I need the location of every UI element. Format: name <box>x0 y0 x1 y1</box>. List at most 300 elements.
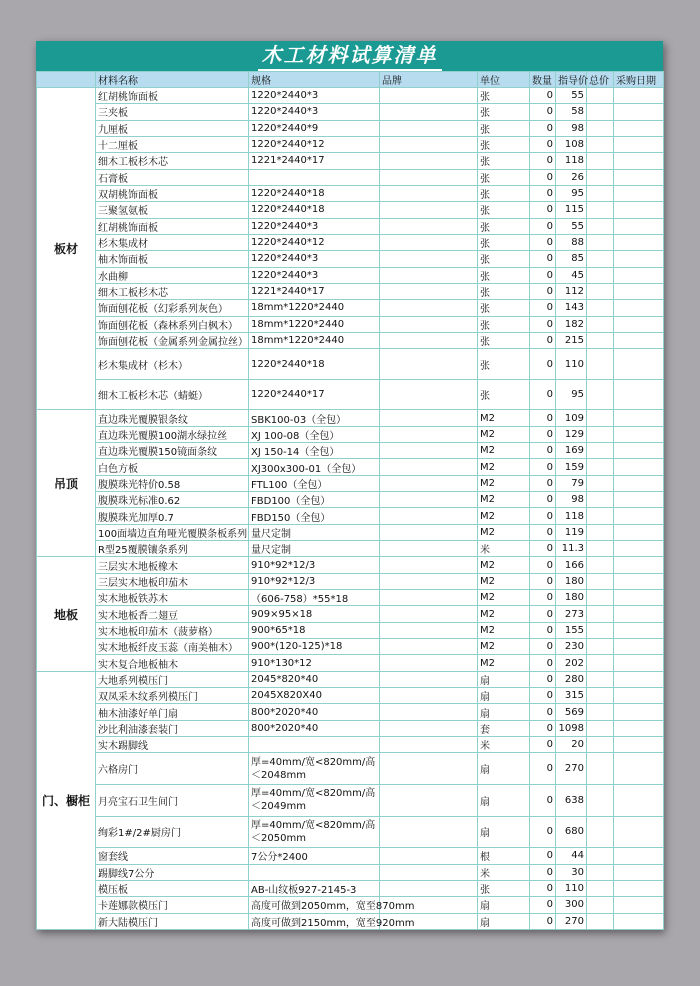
spec-cell[interactable]: 量尺定制 <box>249 541 380 557</box>
table-row[interactable] <box>37 880 664 896</box>
guide-price-cell[interactable]: 115 <box>556 202 587 218</box>
spec-cell[interactable]: 1220*2440*3 <box>249 251 380 267</box>
total-cell[interactable] <box>587 704 614 720</box>
purchase-date-cell[interactable] <box>614 104 664 120</box>
guide-price-cell[interactable]: 110 <box>556 880 587 896</box>
unit-cell[interactable]: M2 <box>478 606 530 622</box>
unit-cell[interactable]: 张 <box>478 300 530 316</box>
spec-cell[interactable]: 1220*2440*3 <box>249 88 380 104</box>
brand-cell[interactable] <box>380 316 478 332</box>
table-row[interactable] <box>37 622 664 638</box>
purchase-date-cell[interactable] <box>614 508 664 524</box>
guide-price-cell[interactable]: 166 <box>556 557 587 573</box>
table-row[interactable] <box>37 300 664 316</box>
quantity-cell[interactable]: 0 <box>530 169 556 185</box>
spec-cell[interactable]: 1220*2440*18 <box>249 349 380 380</box>
unit-cell[interactable]: 根 <box>478 848 530 864</box>
material-name-cell[interactable]: 绚彩1#/2#厨房门 <box>96 816 249 848</box>
guide-price-cell[interactable]: 20 <box>556 737 587 753</box>
guide-price-cell[interactable]: 79 <box>556 475 587 491</box>
material-name-cell[interactable]: 饰面刨花板（金属系列金属拉丝） <box>96 332 249 348</box>
brand-cell[interactable] <box>380 410 478 426</box>
total-cell[interactable] <box>587 169 614 185</box>
spec-cell[interactable]: 2045X820X40 <box>249 688 380 704</box>
quantity-cell[interactable]: 0 <box>530 671 556 687</box>
brand-cell[interactable] <box>380 153 478 169</box>
material-name-cell[interactable]: 红胡桃饰面板 <box>96 218 249 234</box>
brand-cell[interactable] <box>380 218 478 234</box>
quantity-cell[interactable]: 0 <box>530 136 556 152</box>
brand-cell[interactable] <box>380 508 478 524</box>
spec-cell[interactable]: （606-758）*55*18 <box>249 590 380 606</box>
guide-price-cell[interactable]: 180 <box>556 573 587 589</box>
purchase-date-cell[interactable] <box>614 153 664 169</box>
unit-cell[interactable]: 张 <box>478 349 530 380</box>
material-name-cell[interactable]: 实木地板印茄木（菠萝格） <box>96 622 249 638</box>
brand-cell[interactable] <box>380 541 478 557</box>
total-cell[interactable] <box>587 573 614 589</box>
material-name-cell[interactable]: 100面墙边直角哑光覆膜条板系列 <box>96 524 249 540</box>
unit-cell[interactable]: 张 <box>478 153 530 169</box>
total-cell[interactable] <box>587 541 614 557</box>
unit-cell[interactable]: 张 <box>478 120 530 136</box>
guide-price-cell[interactable]: 155 <box>556 622 587 638</box>
quantity-cell[interactable]: 0 <box>530 379 556 410</box>
guide-price-cell[interactable]: 118 <box>556 153 587 169</box>
material-name-cell[interactable]: 三夹板 <box>96 104 249 120</box>
brand-cell[interactable] <box>380 104 478 120</box>
material-name-cell[interactable]: 卡莲娜款模压门 <box>96 897 249 913</box>
material-name-cell[interactable]: 细木工板杉木芯（蜻蜓） <box>96 379 249 410</box>
quantity-cell[interactable]: 0 <box>530 251 556 267</box>
table-row[interactable] <box>37 251 664 267</box>
purchase-date-cell[interactable] <box>614 816 664 848</box>
quantity-cell[interactable]: 0 <box>530 300 556 316</box>
guide-price-cell[interactable]: 230 <box>556 639 587 655</box>
spec-cell[interactable]: 高度可做到2050mm，宽至870mm <box>249 897 380 913</box>
brand-cell[interactable] <box>380 443 478 459</box>
brand-cell[interactable] <box>380 655 478 671</box>
material-name-cell[interactable]: 实木踢脚线 <box>96 737 249 753</box>
unit-cell[interactable]: 张 <box>478 880 530 896</box>
guide-price-cell[interactable]: 45 <box>556 267 587 283</box>
purchase-date-cell[interactable] <box>614 573 664 589</box>
guide-price-cell[interactable]: 55 <box>556 218 587 234</box>
total-cell[interactable] <box>587 590 614 606</box>
purchase-date-cell[interactable] <box>614 720 664 736</box>
table-row[interactable] <box>37 120 664 136</box>
material-name-cell[interactable]: 窗套线 <box>96 848 249 864</box>
purchase-date-cell[interactable] <box>614 897 664 913</box>
brand-cell[interactable] <box>380 880 478 896</box>
purchase-date-cell[interactable] <box>614 704 664 720</box>
total-cell[interactable] <box>587 784 614 816</box>
unit-cell[interactable]: M2 <box>478 655 530 671</box>
quantity-cell[interactable]: 0 <box>530 897 556 913</box>
material-name-cell[interactable]: 三聚氢氨板 <box>96 202 249 218</box>
table-row[interactable] <box>37 459 664 475</box>
guide-price-cell[interactable]: 95 <box>556 379 587 410</box>
purchase-date-cell[interactable] <box>614 639 664 655</box>
table-row[interactable] <box>37 379 664 410</box>
quantity-cell[interactable]: 0 <box>530 120 556 136</box>
brand-cell[interactable] <box>380 459 478 475</box>
spec-cell[interactable]: 18mm*1220*2440 <box>249 332 380 348</box>
total-cell[interactable] <box>587 737 614 753</box>
material-name-cell[interactable]: 三层实木地板印茄木 <box>96 573 249 589</box>
table-row[interactable] <box>37 283 664 299</box>
total-cell[interactable] <box>587 379 614 410</box>
total-cell[interactable] <box>587 202 614 218</box>
table-row[interactable] <box>37 816 664 848</box>
table-row[interactable] <box>37 426 664 442</box>
purchase-date-cell[interactable] <box>614 379 664 410</box>
table-row[interactable] <box>37 913 664 929</box>
brand-cell[interactable] <box>380 688 478 704</box>
brand-cell[interactable] <box>380 332 478 348</box>
brand-cell[interactable] <box>380 267 478 283</box>
total-cell[interactable] <box>587 316 614 332</box>
unit-cell[interactable]: 扇 <box>478 913 530 929</box>
table-row[interactable] <box>37 475 664 491</box>
spec-cell[interactable]: 909×95×18 <box>249 606 380 622</box>
total-cell[interactable] <box>587 753 614 785</box>
guide-price-cell[interactable]: 169 <box>556 443 587 459</box>
unit-cell[interactable]: 张 <box>478 136 530 152</box>
quantity-cell[interactable]: 0 <box>530 492 556 508</box>
spec-cell[interactable]: 18mm*1220*2440 <box>249 300 380 316</box>
quantity-cell[interactable]: 0 <box>530 639 556 655</box>
brand-cell[interactable] <box>380 300 478 316</box>
purchase-date-cell[interactable] <box>614 622 664 638</box>
purchase-date-cell[interactable] <box>614 202 664 218</box>
quantity-cell[interactable]: 0 <box>530 753 556 785</box>
brand-cell[interactable] <box>380 639 478 655</box>
brand-cell[interactable] <box>380 88 478 104</box>
guide-price-cell[interactable]: 215 <box>556 332 587 348</box>
quantity-cell[interactable]: 0 <box>530 573 556 589</box>
material-name-cell[interactable]: 沙比利油漆套装门 <box>96 720 249 736</box>
unit-cell[interactable]: 张 <box>478 185 530 201</box>
unit-cell[interactable]: 米 <box>478 864 530 880</box>
total-cell[interactable] <box>587 349 614 380</box>
unit-cell[interactable]: 张 <box>478 379 530 410</box>
unit-cell[interactable]: 张 <box>478 218 530 234</box>
purchase-date-cell[interactable] <box>614 913 664 929</box>
guide-price-cell[interactable]: 109 <box>556 410 587 426</box>
total-cell[interactable] <box>587 492 614 508</box>
quantity-cell[interactable]: 0 <box>530 349 556 380</box>
total-cell[interactable] <box>587 508 614 524</box>
purchase-date-cell[interactable] <box>614 541 664 557</box>
quantity-cell[interactable]: 0 <box>530 655 556 671</box>
table-row[interactable] <box>37 557 664 573</box>
table-row[interactable] <box>37 590 664 606</box>
guide-price-cell[interactable]: 88 <box>556 234 587 250</box>
total-cell[interactable] <box>587 185 614 201</box>
brand-cell[interactable] <box>380 234 478 250</box>
guide-price-cell[interactable]: 11.3 <box>556 541 587 557</box>
purchase-date-cell[interactable] <box>614 606 664 622</box>
guide-price-cell[interactable]: 315 <box>556 688 587 704</box>
material-name-cell[interactable]: 六格房门 <box>96 753 249 785</box>
spec-cell[interactable]: 1220*2440*12 <box>249 136 380 152</box>
guide-price-cell[interactable]: 95 <box>556 185 587 201</box>
total-cell[interactable] <box>587 848 614 864</box>
guide-price-cell[interactable]: 110 <box>556 349 587 380</box>
quantity-cell[interactable]: 0 <box>530 410 556 426</box>
guide-price-cell[interactable]: 58 <box>556 104 587 120</box>
unit-cell[interactable]: 张 <box>478 267 530 283</box>
quantity-cell[interactable]: 0 <box>530 316 556 332</box>
table-row[interactable] <box>37 153 664 169</box>
total-cell[interactable] <box>587 655 614 671</box>
total-cell[interactable] <box>587 267 614 283</box>
table-row[interactable] <box>37 104 664 120</box>
unit-cell[interactable]: M2 <box>478 410 530 426</box>
spec-cell[interactable]: XJ 150-14（全包） <box>249 443 380 459</box>
spec-cell[interactable] <box>249 864 380 880</box>
material-name-cell[interactable]: 直边珠光覆膜银条纹 <box>96 410 249 426</box>
spec-cell[interactable]: FBD150（全包） <box>249 508 380 524</box>
material-name-cell[interactable]: 腹膜珠光标准0.62 <box>96 492 249 508</box>
table-row[interactable] <box>37 688 664 704</box>
guide-price-cell[interactable]: 98 <box>556 492 587 508</box>
material-name-cell[interactable]: 实木地板铁苏木 <box>96 590 249 606</box>
unit-cell[interactable]: M2 <box>478 622 530 638</box>
guide-price-cell[interactable]: 180 <box>556 590 587 606</box>
quantity-cell[interactable]: 0 <box>530 185 556 201</box>
total-cell[interactable] <box>587 557 614 573</box>
spec-cell[interactable]: 910*92*12/3 <box>249 557 380 573</box>
unit-cell[interactable]: 扇 <box>478 897 530 913</box>
spec-cell[interactable] <box>249 169 380 185</box>
brand-cell[interactable] <box>380 185 478 201</box>
table-row[interactable] <box>37 492 664 508</box>
guide-price-cell[interactable]: 118 <box>556 508 587 524</box>
purchase-date-cell[interactable] <box>614 753 664 785</box>
purchase-date-cell[interactable] <box>614 671 664 687</box>
spec-cell[interactable]: 1220*2440*3 <box>249 267 380 283</box>
quantity-cell[interactable]: 0 <box>530 590 556 606</box>
brand-cell[interactable] <box>380 202 478 218</box>
material-name-cell[interactable]: 大地系列模压门 <box>96 671 249 687</box>
brand-cell[interactable] <box>380 864 478 880</box>
guide-price-cell[interactable]: 44 <box>556 848 587 864</box>
spec-cell[interactable]: 1220*2440*3 <box>249 104 380 120</box>
material-name-cell[interactable]: 实木复合地板柚木 <box>96 655 249 671</box>
guide-price-cell[interactable]: 300 <box>556 897 587 913</box>
quantity-cell[interactable]: 0 <box>530 443 556 459</box>
purchase-date-cell[interactable] <box>614 349 664 380</box>
unit-cell[interactable]: 扇 <box>478 671 530 687</box>
purchase-date-cell[interactable] <box>614 492 664 508</box>
unit-cell[interactable]: M2 <box>478 590 530 606</box>
purchase-date-cell[interactable] <box>614 426 664 442</box>
guide-price-cell[interactable]: 108 <box>556 136 587 152</box>
purchase-date-cell[interactable] <box>614 185 664 201</box>
spec-cell[interactable]: 厚=40mm/宽<820mm/高＜2049mm <box>249 784 380 816</box>
quantity-cell[interactable]: 0 <box>530 524 556 540</box>
brand-cell[interactable] <box>380 720 478 736</box>
material-name-cell[interactable]: 饰面刨花板（幻彩系列灰色） <box>96 300 249 316</box>
spec-cell[interactable]: 2045*820*40 <box>249 671 380 687</box>
spec-cell[interactable]: 800*2020*40 <box>249 720 380 736</box>
spec-cell[interactable] <box>249 737 380 753</box>
spec-cell[interactable]: FTL100（全包） <box>249 475 380 491</box>
brand-cell[interactable] <box>380 606 478 622</box>
unit-cell[interactable]: M2 <box>478 475 530 491</box>
total-cell[interactable] <box>587 251 614 267</box>
spec-cell[interactable]: 1220*2440*3 <box>249 218 380 234</box>
purchase-date-cell[interactable] <box>614 316 664 332</box>
material-name-cell[interactable]: 腹膜珠光加厚0.7 <box>96 508 249 524</box>
spec-cell[interactable]: 800*2020*40 <box>249 704 380 720</box>
spec-cell[interactable]: 厚=40mm/宽<820mm/高＜2048mm <box>249 753 380 785</box>
material-name-cell[interactable]: 腹膜珠光特价0.58 <box>96 475 249 491</box>
spec-cell[interactable]: AB-山纹板927-2145-3 <box>249 880 380 896</box>
material-name-cell[interactable]: 月亮宝石卫生间门 <box>96 784 249 816</box>
brand-cell[interactable] <box>380 557 478 573</box>
table-row[interactable] <box>37 410 664 426</box>
brand-cell[interactable] <box>380 492 478 508</box>
guide-price-cell[interactable]: 1098 <box>556 720 587 736</box>
spec-cell[interactable]: 900*65*18 <box>249 622 380 638</box>
quantity-cell[interactable]: 0 <box>530 459 556 475</box>
material-name-cell[interactable]: 双凤采木纹系列模压门 <box>96 688 249 704</box>
unit-cell[interactable]: M2 <box>478 573 530 589</box>
brand-cell[interactable] <box>380 784 478 816</box>
total-cell[interactable] <box>587 120 614 136</box>
material-name-cell[interactable]: 双胡桃饰面板 <box>96 185 249 201</box>
table-row[interactable] <box>37 720 664 736</box>
spec-cell[interactable]: 1220*2440*17 <box>249 379 380 410</box>
spec-cell[interactable]: 7公分*2400 <box>249 848 380 864</box>
material-name-cell[interactable]: 水曲柳 <box>96 267 249 283</box>
guide-price-cell[interactable]: 143 <box>556 300 587 316</box>
spec-cell[interactable]: 高度可做到2150mm，宽至920mm <box>249 913 380 929</box>
brand-cell[interactable] <box>380 349 478 380</box>
total-cell[interactable] <box>587 332 614 348</box>
quantity-cell[interactable]: 0 <box>530 737 556 753</box>
spec-cell[interactable]: 量尺定制 <box>249 524 380 540</box>
table-row[interactable] <box>37 218 664 234</box>
purchase-date-cell[interactable] <box>614 848 664 864</box>
brand-cell[interactable] <box>380 283 478 299</box>
quantity-cell[interactable]: 0 <box>530 688 556 704</box>
unit-cell[interactable]: 张 <box>478 251 530 267</box>
table-row[interactable] <box>37 88 664 104</box>
purchase-date-cell[interactable] <box>614 880 664 896</box>
guide-price-cell[interactable]: 569 <box>556 704 587 720</box>
unit-cell[interactable]: M2 <box>478 459 530 475</box>
unit-cell[interactable]: 张 <box>478 332 530 348</box>
table-row[interactable] <box>37 443 664 459</box>
spec-cell[interactable]: 910*92*12/3 <box>249 573 380 589</box>
material-name-cell[interactable]: 柚木饰面板 <box>96 251 249 267</box>
material-name-cell[interactable]: 杉木集成材 <box>96 234 249 250</box>
material-name-cell[interactable]: 三层实木地板橡木 <box>96 557 249 573</box>
unit-cell[interactable]: 张 <box>478 283 530 299</box>
table-row[interactable] <box>37 267 664 283</box>
brand-cell[interactable] <box>380 671 478 687</box>
unit-cell[interactable]: 扇 <box>478 753 530 785</box>
material-name-cell[interactable]: 九厘板 <box>96 120 249 136</box>
quantity-cell[interactable]: 0 <box>530 557 556 573</box>
purchase-date-cell[interactable] <box>614 557 664 573</box>
total-cell[interactable] <box>587 606 614 622</box>
spec-cell[interactable]: 18mm*1220*2440 <box>249 316 380 332</box>
spec-cell[interactable]: XJ300x300-01（全包） <box>249 459 380 475</box>
total-cell[interactable] <box>587 524 614 540</box>
table-row[interactable] <box>37 848 664 864</box>
purchase-date-cell[interactable] <box>614 169 664 185</box>
purchase-date-cell[interactable] <box>614 784 664 816</box>
total-cell[interactable] <box>587 816 614 848</box>
material-name-cell[interactable]: 杉木集成材（杉木） <box>96 349 249 380</box>
spec-cell[interactable]: 1220*2440*18 <box>249 185 380 201</box>
guide-price-cell[interactable]: 280 <box>556 671 587 687</box>
unit-cell[interactable]: 扇 <box>478 816 530 848</box>
total-cell[interactable] <box>587 622 614 638</box>
table-row[interactable] <box>37 671 664 687</box>
table-row[interactable] <box>37 639 664 655</box>
quantity-cell[interactable]: 0 <box>530 880 556 896</box>
purchase-date-cell[interactable] <box>614 283 664 299</box>
brand-cell[interactable] <box>380 120 478 136</box>
total-cell[interactable] <box>587 88 614 104</box>
table-row[interactable] <box>37 737 664 753</box>
quantity-cell[interactable]: 0 <box>530 283 556 299</box>
brand-cell[interactable] <box>380 573 478 589</box>
spec-cell[interactable]: FBD100（全包） <box>249 492 380 508</box>
unit-cell[interactable]: 张 <box>478 202 530 218</box>
total-cell[interactable] <box>587 136 614 152</box>
purchase-date-cell[interactable] <box>614 218 664 234</box>
total-cell[interactable] <box>587 234 614 250</box>
quantity-cell[interactable]: 0 <box>530 475 556 491</box>
purchase-date-cell[interactable] <box>614 688 664 704</box>
total-cell[interactable] <box>587 153 614 169</box>
quantity-cell[interactable]: 0 <box>530 508 556 524</box>
unit-cell[interactable]: 张 <box>478 88 530 104</box>
table-row[interactable] <box>37 508 664 524</box>
table-row[interactable] <box>37 606 664 622</box>
purchase-date-cell[interactable] <box>614 475 664 491</box>
quantity-cell[interactable]: 0 <box>530 202 556 218</box>
spec-cell[interactable]: 厚=40mm/宽<820mm/高＜2050mm <box>249 816 380 848</box>
brand-cell[interactable] <box>380 816 478 848</box>
table-row[interactable] <box>37 169 664 185</box>
unit-cell[interactable]: M2 <box>478 524 530 540</box>
purchase-date-cell[interactable] <box>614 234 664 250</box>
brand-cell[interactable] <box>380 379 478 410</box>
table-row[interactable] <box>37 655 664 671</box>
unit-cell[interactable]: 套 <box>478 720 530 736</box>
guide-price-cell[interactable]: 30 <box>556 864 587 880</box>
guide-price-cell[interactable]: 112 <box>556 283 587 299</box>
purchase-date-cell[interactable] <box>614 332 664 348</box>
material-name-cell[interactable]: 饰面刨花板（森林系列白枫木） <box>96 316 249 332</box>
material-name-cell[interactable]: 石膏板 <box>96 169 249 185</box>
purchase-date-cell[interactable] <box>614 267 664 283</box>
quantity-cell[interactable]: 0 <box>530 218 556 234</box>
quantity-cell[interactable]: 0 <box>530 864 556 880</box>
unit-cell[interactable]: 扇 <box>478 688 530 704</box>
total-cell[interactable] <box>587 459 614 475</box>
guide-price-cell[interactable]: 680 <box>556 816 587 848</box>
quantity-cell[interactable]: 0 <box>530 104 556 120</box>
